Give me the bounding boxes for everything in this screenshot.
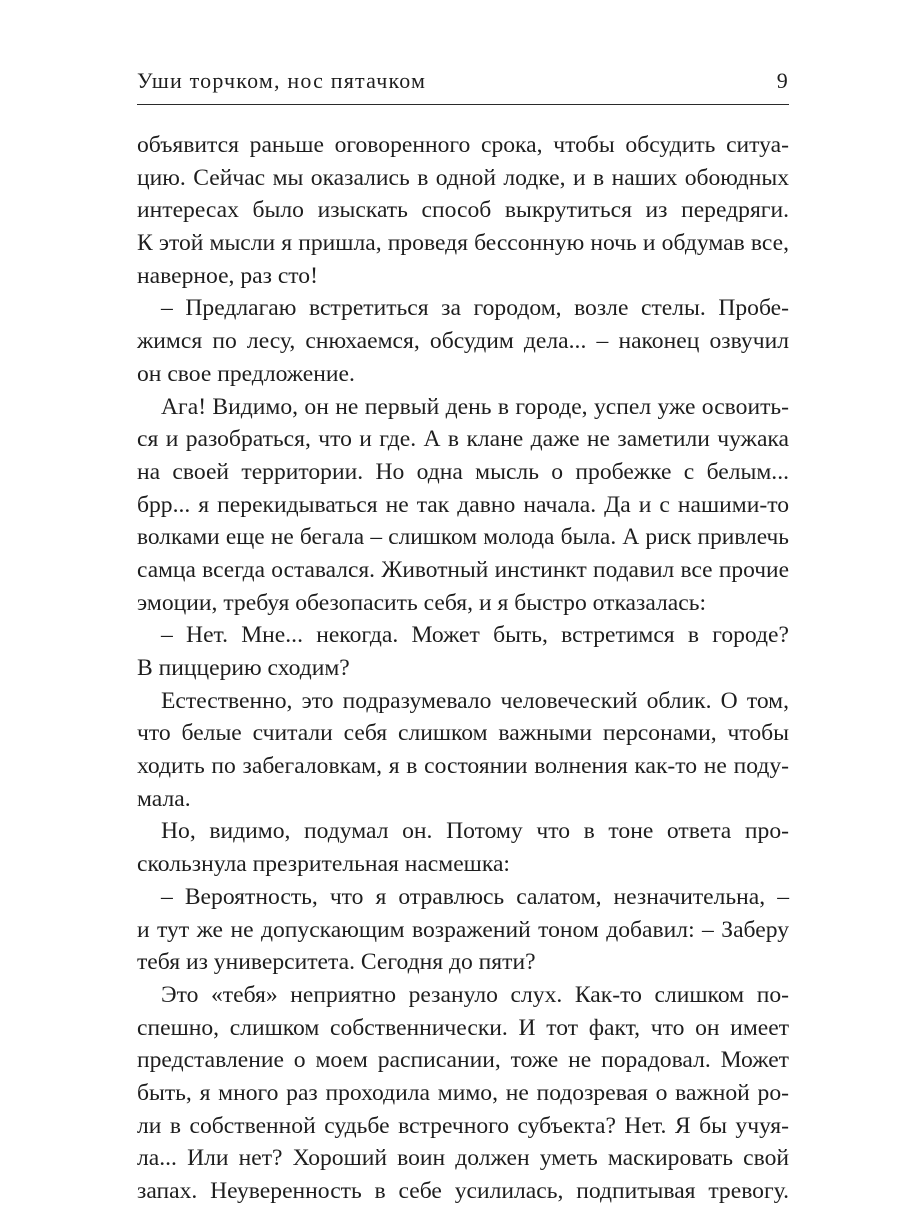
- text-line: на своей территории. Но одна мысль о пробежке с белым...: [137, 458, 789, 485]
- text-line: что белые считали себя слишком важными персонами, чтобы: [137, 720, 789, 747]
- paragraph: [137, 881, 789, 979]
- text-line: самца всегда оставался. Животный инстинкт подавил все прочие: [137, 556, 789, 583]
- text-line: быть, я много раз проходила мимо, не подозревая о важной ро-: [137, 1079, 789, 1106]
- text-line: жимся по лесу, снюхаемся, обсудим дела... – наконец озвучил: [137, 328, 789, 355]
- text-line: – Вероятность, что я отравлюсь салатом, незначительна, –: [161, 883, 789, 910]
- text-line: – Предлагаю встретиться за городом, возле стелы. Пробе-: [161, 295, 789, 322]
- running-title: Уши торчком, нос пятачком: [137, 68, 427, 93]
- text-line: волками еще не бегала – слишком молода была. А риск привлечь: [137, 524, 789, 551]
- paragraph: [137, 619, 789, 684]
- text-line: ла... Или нет? Хороший воин должен уметь маскировать свой: [137, 1145, 789, 1172]
- paragraph: [137, 129, 789, 292]
- text-line: мала.: [137, 785, 191, 812]
- text-line: Но, видимо, подумал он. Потому что в тоне ответа про-: [161, 818, 789, 845]
- text-line: запах. Неуверенность в себе усилилась, подпитывая тревогу.: [137, 1178, 789, 1204]
- text-line: представление о моем расписании, тоже не порадовал. Может: [137, 1047, 789, 1074]
- text-line: цию. Сейчас мы оказались в одной лодке, и в наших обоюдных: [137, 164, 789, 191]
- text-line: эмоции, требуя обезопасить себя, и я быстро отказалась:: [137, 589, 707, 616]
- text-line: тебя из университета. Сегодня до пяти?: [137, 949, 536, 976]
- text-line: объявится раньше оговоренного срока, чтобы обсудить ситуа-: [137, 132, 789, 158]
- text-line: скользнула презрительная насмешка:: [137, 851, 510, 878]
- paragraph: [137, 391, 789, 620]
- text-line: Это «тебя» неприятно резануло слух. Как-то слишком по-: [161, 981, 789, 1008]
- text-line: наверное, раз сто!: [137, 262, 318, 289]
- text-line: Естественно, это подразумевало человеческий облик. О том,: [161, 687, 789, 714]
- paragraph: [137, 685, 789, 816]
- text-line: Ага! Видимо, он не первый день в городе, успел уже освоить-: [161, 393, 789, 420]
- text-line: спешно, слишком собственнически. И тот факт, что он имеет: [137, 1014, 789, 1041]
- paragraph: [137, 292, 789, 390]
- paragraph: [137, 979, 789, 1208]
- page-number: 9: [776, 68, 789, 93]
- header-rule: [137, 104, 789, 105]
- text-line: брр... я перекидываться не так давно начала. Да и с нашими-то: [137, 491, 789, 518]
- text-line: К этой мысли я пришла, проведя бессонную ночь и обдумав все,: [137, 230, 789, 257]
- running-header: [137, 68, 789, 98]
- text-line: В пиццерию сходим?: [137, 655, 350, 681]
- text-line: – Нет. Мне... некогда. Может быть, встретимся в городе?: [161, 622, 789, 649]
- text-line: и тут же не допускающим возражений тоном добавил: – Заберу: [137, 916, 789, 943]
- text-line: ся и разобраться, что и где. А в клане даже не заметили чужака: [137, 426, 789, 453]
- paragraph: [137, 815, 789, 880]
- text-line: ли в собственной судьбе встречного субъекта? Нет. Я бы учуя-: [137, 1112, 789, 1139]
- text-line: ходить по забегаловкам, я в состоянии волнения как-то не поду-: [137, 753, 789, 780]
- body-text: [137, 129, 789, 1208]
- text-line: интересах было изыскать способ выкрутиться из передряги.: [137, 197, 789, 224]
- text-line: он свое предложение.: [137, 360, 355, 387]
